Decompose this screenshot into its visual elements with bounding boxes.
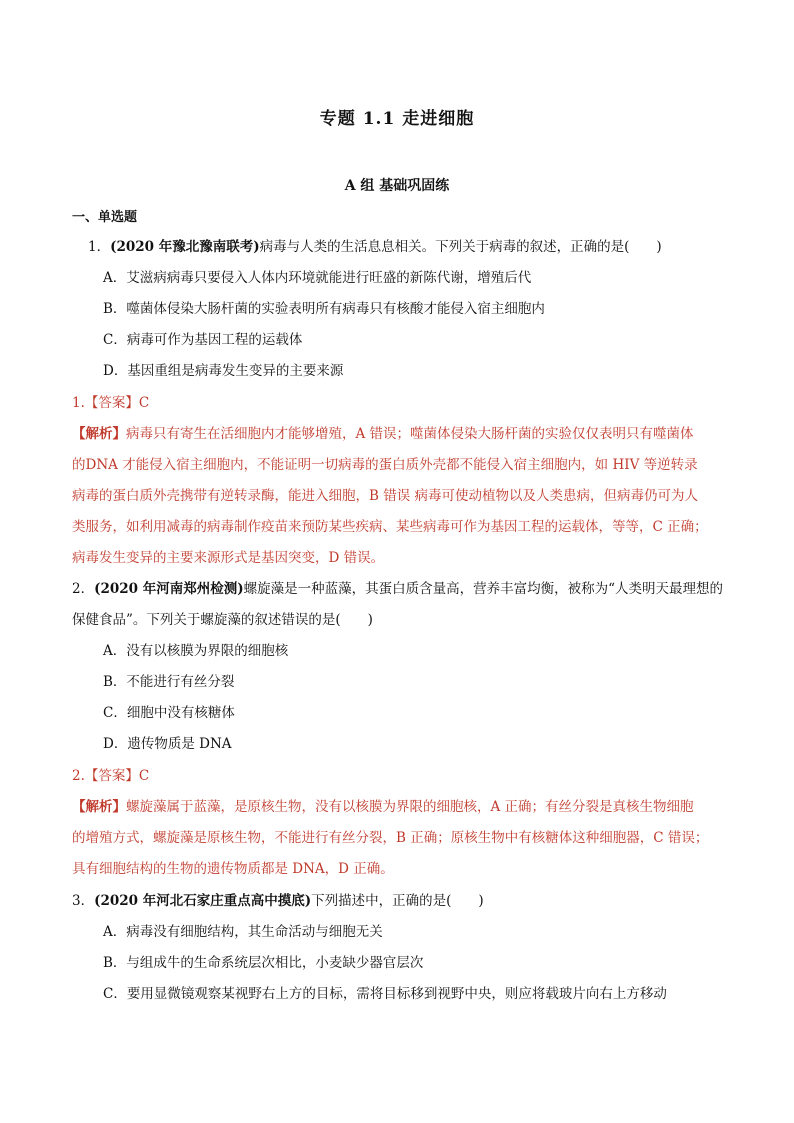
question-1-analysis-line-5: 病毒发生变异的主要来源形式是基因突变，D 错误。: [72, 550, 385, 566]
page-title: 专题 1.1 走进细胞: [319, 109, 475, 129]
question-1-answer: 1.【答案】C: [72, 395, 150, 411]
question-2-analysis-line-3: 具有细胞结构的生物的遗传物质都是 DNA，D 正确。: [72, 861, 394, 877]
question-number: 1．: [88, 239, 111, 255]
question-2-stem-line-2: 保健食品”。下列关于螺旋藻的叙述错误的是( ): [72, 612, 373, 628]
question-3-option-b: B．与组成牛的生命系统层次相比，小麦缺少器官层次: [103, 955, 424, 971]
question-source: (2020 年河北石家庄重点高中摸底): [94, 893, 312, 909]
analysis-text: 螺旋藻属于蓝藻，是原核生物，没有以核膜为界限的细胞核，A 正确；有丝分裂是真核生物细胞: [126, 799, 694, 815]
question-1-stem: [88, 237, 748, 257]
question-text: 下列描述中，正确的是( ): [311, 893, 484, 909]
analysis-tag: 【解析】: [72, 799, 126, 815]
analysis-text: 病毒只有寄生在活细胞内才能够增殖，A 错误；噬菌体侵染大肠杆菌的实验仅仅表明只有噬菌体: [126, 426, 694, 442]
question-1-option-c: C．病毒可作为基因工程的运载体: [103, 332, 303, 348]
question-2-option-a: A．没有以核膜为界限的细胞核: [103, 643, 289, 659]
question-3-stem: [72, 891, 732, 911]
question-2-stem-line-1: [72, 579, 732, 599]
question-1-option-d: D．基因重组是病毒发生变异的主要来源: [103, 363, 344, 379]
question-text: 螺旋藻是一种蓝藻，其蛋白质含量高，营养丰富均衡，被称为“人类明天最理想的: [243, 581, 724, 597]
question-1-analysis-line-1: [72, 424, 732, 444]
question-number: 3．: [72, 893, 95, 909]
question-1-analysis-line-4: 类服务，如利用减毒的病毒制作疫苗来预防某些疾病、某些病毒可作为基因工程的运载体，等等，C 正确；: [72, 519, 708, 535]
question-source: (2020 年豫北豫南联考): [110, 239, 260, 255]
question-3-option-c: C．要用显微镜观察某视野右上方的目标，需将目标移到视野中央，则应将载玻片向右上方移动: [103, 986, 667, 1002]
question-number: 2．: [72, 581, 95, 597]
question-1-option-b: B．噬菌体侵染大肠杆菌的实验表明所有病毒只有核酸才能侵入宿主细胞内: [103, 301, 545, 317]
question-1-analysis-line-3: 病毒的蛋白质外壳携带有逆转录酶，能进入细胞，B 错误 病毒可使动植物以及人类患病，但病毒仍可为人: [72, 488, 699, 504]
question-2-option-c: C．细胞中没有核糖体: [103, 705, 235, 721]
group-heading: A 组 基础巩固练: [344, 178, 450, 194]
question-3-option-a: A．病毒没有细胞结构，其生命活动与细胞无关: [103, 924, 383, 940]
analysis-tag: 【解析】: [72, 426, 126, 442]
question-source: (2020 年河南郑州检测): [94, 581, 244, 597]
question-2-analysis-line-1: [72, 797, 732, 817]
question-2-option-d: D．遗传物质是 DNA: [103, 736, 232, 752]
question-2-analysis-line-2: 的增殖方式，螺旋藻是原核生物，不能进行有丝分裂，B 正确；原核生物中有核糖体这种细胞器，C 错误；: [72, 830, 709, 846]
question-2-option-b: B．不能进行有丝分裂: [103, 674, 235, 690]
question-1-analysis-line-2: 的DNA 才能侵入宿主细胞内，不能证明一切病毒的蛋白质外壳都不能侵入宿主细胞内，如 HIV 等逆转录: [72, 457, 698, 473]
section-heading: 一、单选题: [72, 210, 138, 225]
question-text: 病毒与人类的生活息息相关。下列关于病毒的叙述，正确的是( ): [259, 239, 662, 255]
question-2-answer: 2.【答案】C: [72, 768, 150, 784]
question-1-option-a: A．艾滋病病毒只要侵入人体内环境就能进行旺盛的新陈代谢，增殖后代: [103, 270, 532, 286]
